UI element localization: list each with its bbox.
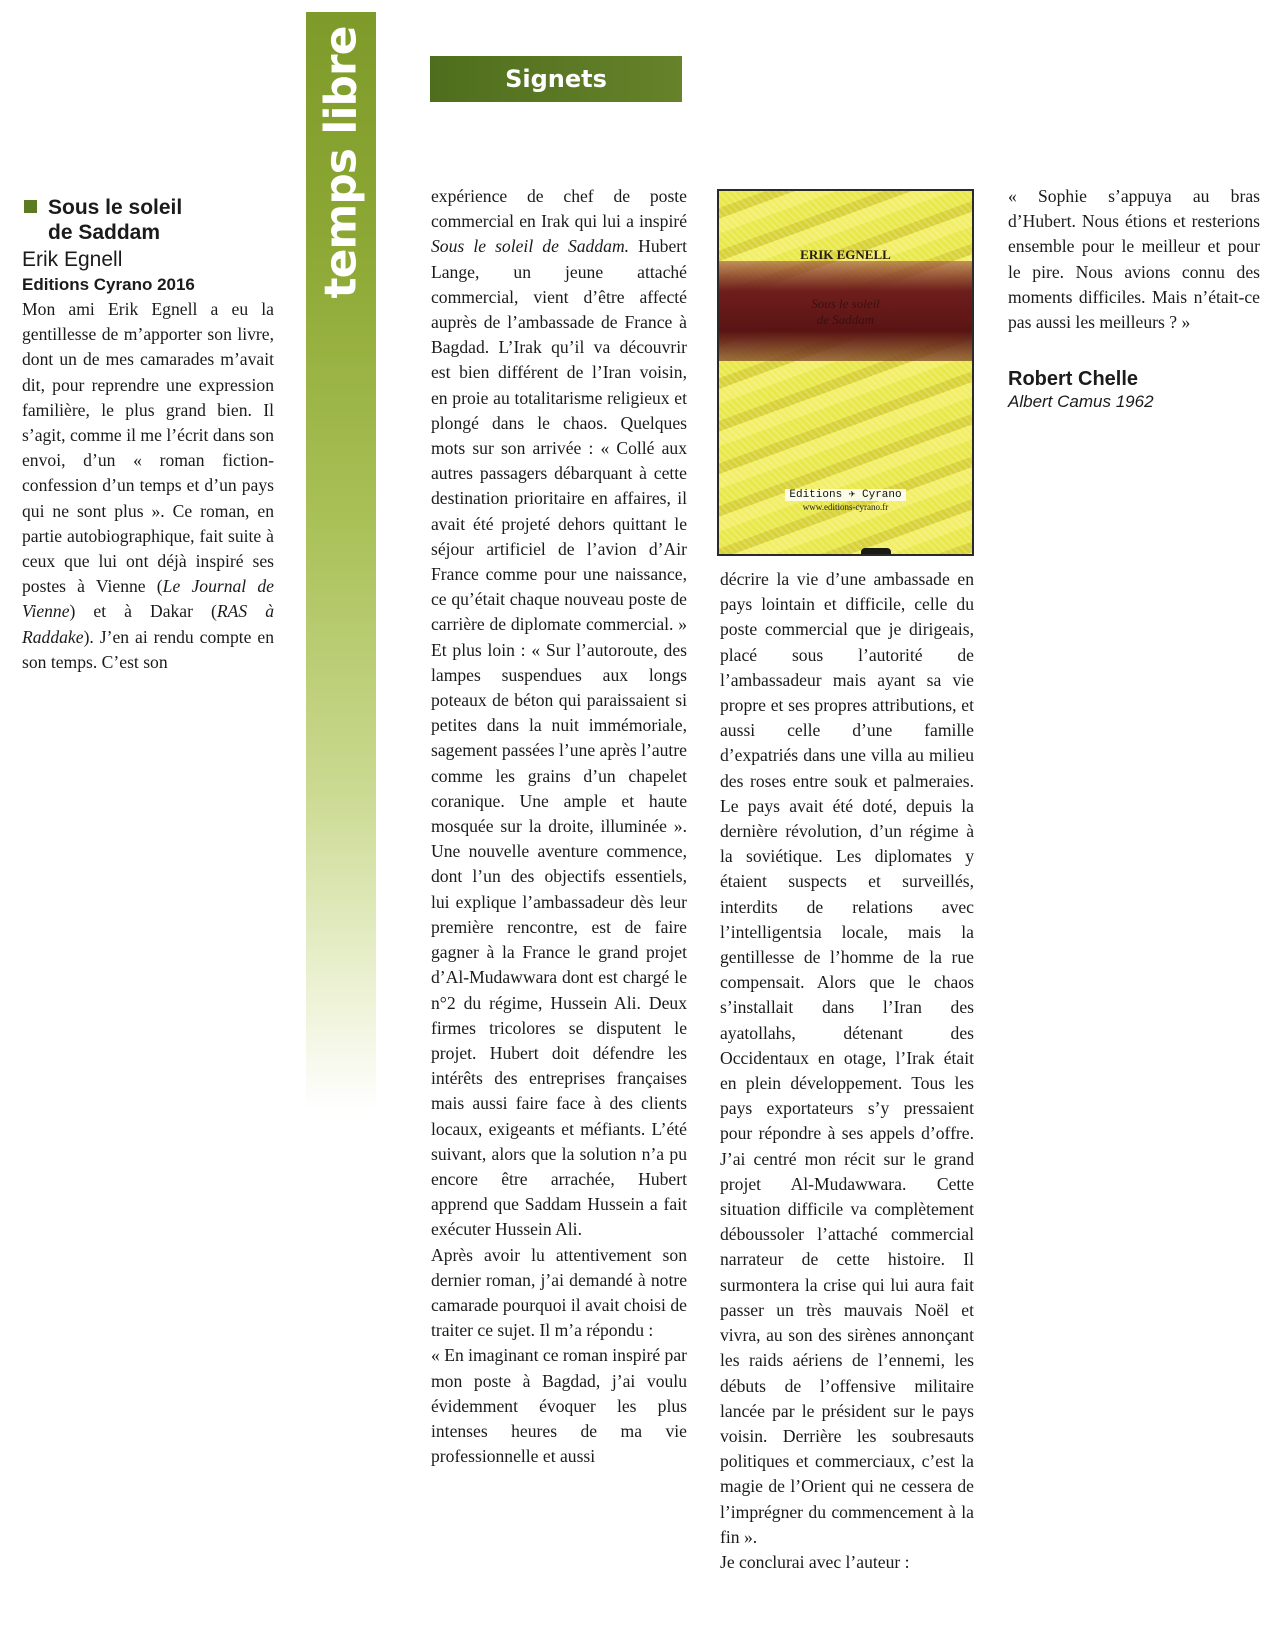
paragraph <box>22 297 274 675</box>
boat-icon <box>861 548 891 554</box>
paragraph: décrire la vie d’une ambassade en pays lointain et difficile, celle du poste commercial que je dirigeais, placé sous l’autorité de l’ambassadeur mais ayant sa vie propre et ses propres attributions, et aussi celle d’une famille d’expatriés dans une villa au milieu des roses entre souk et palmeraies. Le pays avait été doté, depuis la dernière révolution, d’un régime à la soviétique. Les diplomates y étaient suspects et surveillés, interdits de relations avec l’intelligentsia locale, mais la gentillesse de l’homme de la rue compensait. Alors que le chaos s’installait dans l’Iran des ayatollahs, détenant des Occidentaux en otage, l’Irak était en plein développement. Tous les pays exportateurs s’y pressaient pour répondre à ses appels d’offre. J’ai centré mon récit sur le grand projet Al-Mudawwara. Cette situation difficile va complètement déboussoler l’attaché commercial narrateur de cette histoire. Il surmontera la crise qui lui aura fait passer un très mauvais Noël et vivra, au son des sirènes annonçant les raids aériens de l’ennemi, les débuts de l’offensive militaire lancée par le président sur le pays voisin. Derrière les soubresauts politiques et commerciaux, c’est la magie de l’Orient qui ne cessera de l’imprégner du commencement à la fin ». <box>720 569 974 1547</box>
cover-title-line2: de Saddam <box>816 312 875 327</box>
rubric-header <box>430 56 682 102</box>
book-author: Erik Egnell <box>22 248 123 271</box>
closing-quote: « Sophie s’appuya au bras d’Hubert. Nous étions et resterions ensemble pour le meilleur et pour le pire. Nous avions connu des moments difficiles. Mais n’était-ce pas aussi les meilleurs ? » <box>1008 186 1260 333</box>
text-run: Hubert Lange, un jeune attaché commercial, vient d’être affecté auprès de l’ambassade de France à Bagdad. L’Irak qu’il va découvrir est bien différent de l’Iran voisin, en proie au totalitarisme religieux et plongé dans le chaos. Quelques mots sur son arrivée : « Collé aux autres passagers débarquant à cette destination prioritaire en affaires, il avait été projeté dehors quittant le séjour artificiel de l’avion d’Air France comme pour une naissance, ce qu’était chaque nouveau poste de carrière de diplomate commercial. » Et plus loin : « Sur l’autoroute, des lampes suspendues aux longs poteaux de béton qui paraissaient si petites dans la nuit immémoriale, sagement passées l’une après l’autre comme les grains d’un chapelet coranique. Une ample et haute mosquée sur la droite, illuminée ». Une nouvelle aventure commence, dont l’un des objectifs essentiels, lui explique l’ambassadeur dès leur première rencontre, est de faire gagner à la France le grand projet d’Al-Mudawwara dont est chargé le n°2 du régime, Hussein Ali. Deux firmes tricolores se disputent le projet. Hubert doit défendre les intérêts des entreprises françaises mais aussi faire face à des clients locaux, exigeants et méfiants. L’été suivant, alors que la solution n’a pu encore être arrachée, Hubert apprend que Saddam Hussein a fait exécuter Hussein Ali. <box>431 236 687 1240</box>
column-3 <box>720 567 974 1575</box>
book-title <box>22 195 274 245</box>
cover-author: ERIK EGNELL <box>800 247 891 262</box>
cover-title <box>719 296 972 328</box>
cover-url: www.editions-cyrano.fr <box>802 502 889 512</box>
italic-title: Sous le soleil de Saddam. <box>431 236 630 257</box>
paragraph <box>431 184 687 1243</box>
cover-publisher-text: Editions ✈ Cyrano <box>785 489 905 501</box>
italic-title: RAS à Raddake <box>22 601 274 647</box>
text-run: ) et à Dakar ( <box>69 601 217 622</box>
paragraph: Je conclurai avec l’auteur : <box>720 1551 910 1572</box>
section-band-label <box>306 12 376 312</box>
signature-note: Albert Camus 1962 <box>1008 392 1154 412</box>
paragraph: Après avoir lu attentivement son dernier roman, j’ai demandé à notre camarade pourquoi il avait choisi de traiter ce sujet. Il m’a répondu : <box>431 1244 687 1341</box>
book-title-line1: Sous le soleil <box>48 196 183 219</box>
cover-publisher <box>719 487 972 501</box>
italic-title: Le Journal de Vienne <box>22 576 274 622</box>
book-cover-image <box>717 189 974 556</box>
text-run: expérience de chef de poste commercial en Irak qui lui a inspiré <box>431 186 687 232</box>
column-2 <box>431 184 687 1469</box>
square-bullet-icon <box>24 200 37 213</box>
book-publisher: Editions Cyrano 2016 <box>22 275 195 294</box>
text-run: Mon ami Erik Egnell a eu la gentillesse de m’apporter son livre, dont un de mes camarades m’avait dit, pour reprendre une expression familière, le plus grand bien. Il s’agit, comme il me l’écrit dans son envoi, d’un « roman fiction-confession d’un temps et d’un pays qui ne sont plus ». Ce roman, en partie autobiographique, fait suite à ceux que lui ont déjà inspiré ses postes à Vienne ( <box>22 299 274 597</box>
column-4 <box>1008 184 1260 413</box>
column-1 <box>22 195 274 675</box>
cover-title-line1: Sous le soleil <box>811 296 880 311</box>
signature: Robert Chelle <box>1008 368 1139 391</box>
book-title-line2: de Saddam <box>48 221 161 244</box>
text-run: ). J’en ai rendu compte en son temps. C’est son <box>22 626 274 672</box>
section-label: temps libre <box>315 26 367 298</box>
paragraph: « En imaginant ce roman inspiré par mon poste à Bagdad, j’ai voulu évidemment évoquer les plus intenses heures de ma vie professionnelle et aussi <box>431 1345 688 1467</box>
rubric-title: Signets <box>505 65 607 93</box>
